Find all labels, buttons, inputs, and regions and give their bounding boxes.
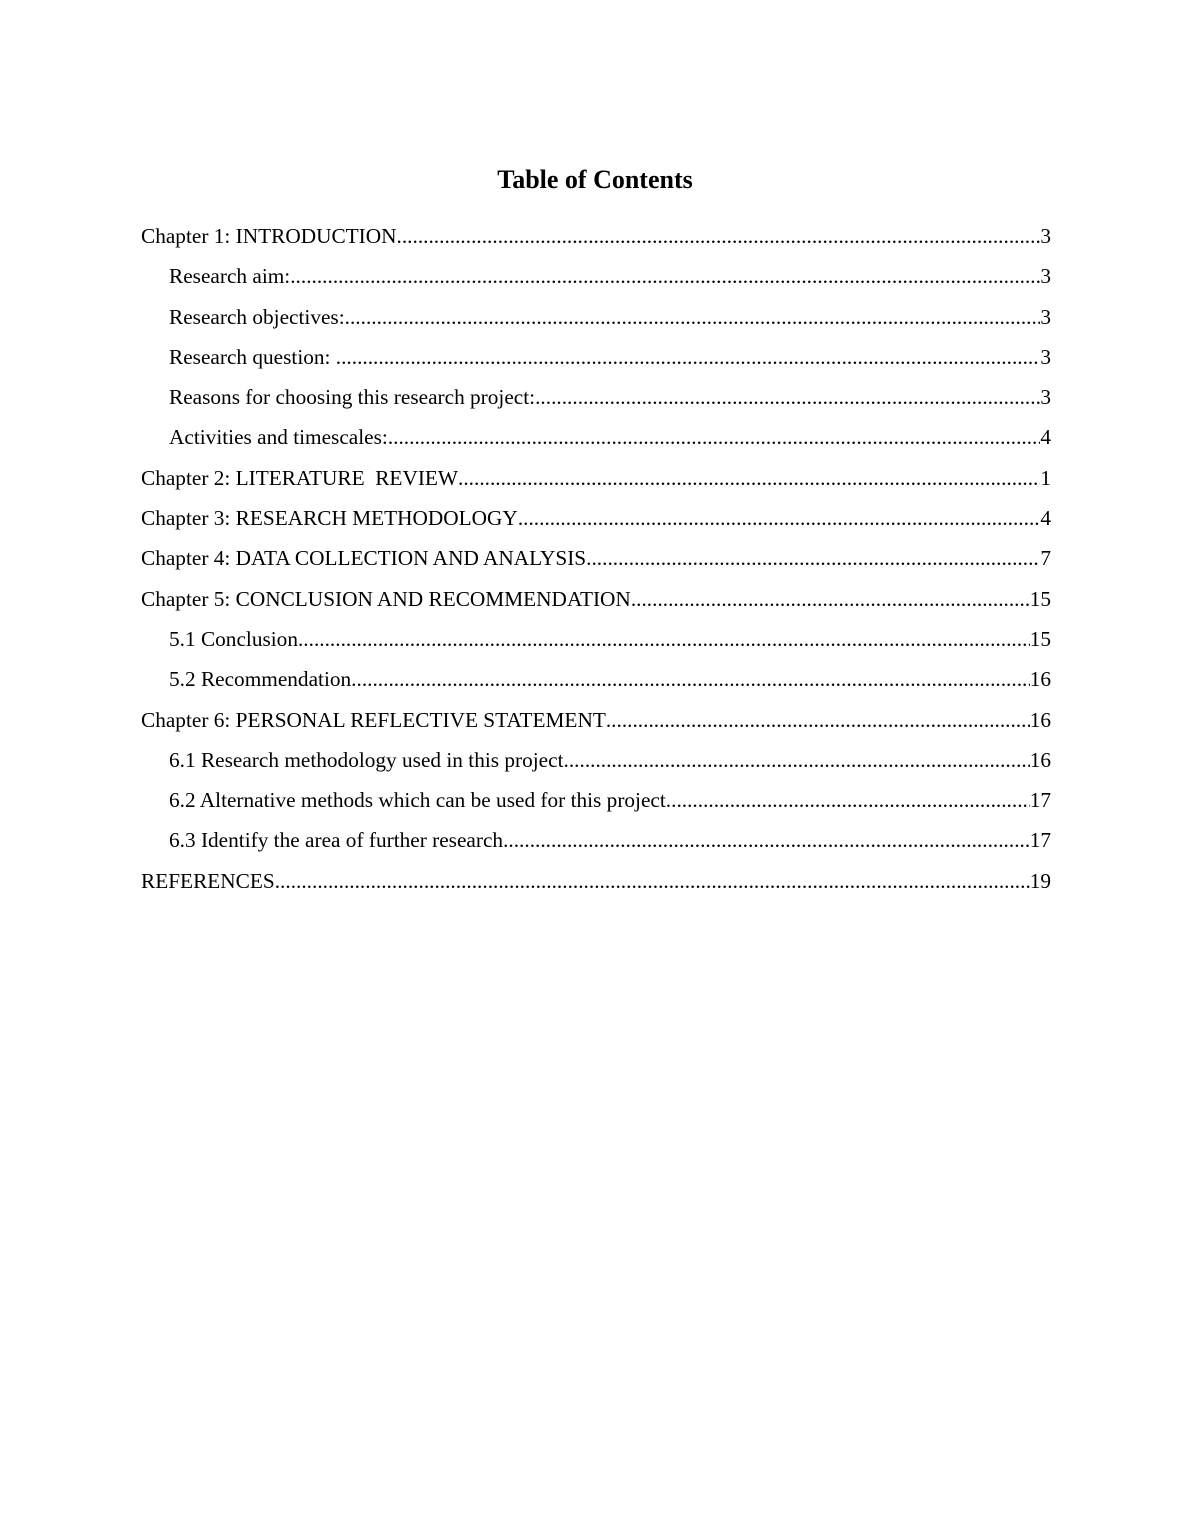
toc-dot-leader [275,863,1030,899]
toc-dot-leader [535,379,1040,415]
toc-dot-leader [397,218,1041,254]
toc-page-number: 3 [1040,304,1051,329]
toc-entry-title: Chapter 3: RESEARCH METHODOLOGY [141,506,518,531]
toc-dot-leader [345,299,1041,335]
toc-page-number: 19 [1029,868,1051,893]
toc-entry-title: REFERENCES [141,868,275,893]
toc-entry-title: Activities and timescales: [169,425,388,450]
toc-dot-leader [458,460,1040,496]
toc-dot-leader [351,661,1030,697]
toc-dot-leader [606,702,1030,738]
toc-entry[interactable] [141,339,1051,379]
toc-entry[interactable] [141,621,1051,661]
toc-entry[interactable] [141,742,1051,782]
toc-page-number: 7 [1040,546,1051,571]
toc-page-number: 15 [1029,626,1051,651]
toc-entry-title: 5.1 Conclusion [169,626,298,651]
toc-entry[interactable] [141,460,1051,500]
toc-page-number: 16 [1029,707,1051,732]
toc-page-number: 15 [1029,586,1051,611]
toc-page-number: 3 [1040,224,1051,248]
toc-page-number: 3 [1040,264,1051,289]
toc-dot-leader [518,500,1041,536]
toc-entry-title: Chapter 5: CONCLUSION AND RECOMMENDATION [141,586,631,611]
toc-entry-title: 6.2 Alternative methods which can be used for this project [169,788,666,813]
toc-entry[interactable] [141,661,1051,701]
toc-entry-title: Reasons for choosing this research project: [169,385,536,410]
toc-entry-title: Chapter 2: LITERATURE REVIEW [141,465,459,490]
toc-entry-title: Chapter 4: DATA COLLECTION AND ANALYSIS [141,546,587,571]
toc-entry-title: Research aim: [169,264,291,289]
toc-page-number: 16 [1029,747,1051,772]
toc-page-number: 1 [1040,465,1051,490]
toc-entry-title: 6.1 Research methodology used in this project [169,747,564,772]
toc-entry[interactable] [141,782,1051,822]
toc-dot-leader [586,540,1040,576]
toc-dot-leader [290,258,1040,294]
toc-entry-title: Chapter 6: PERSONAL REFLECTIVE STATEMENT [141,707,606,732]
toc-list [141,218,1051,903]
toc-entry-title: Chapter 1: INTRODUCTION [141,224,397,248]
toc-entry[interactable] [141,863,1051,903]
toc-dot-leader [336,339,1041,375]
toc-entry-title: 5.2 Recommendation [169,667,352,692]
toc-entry[interactable] [141,500,1051,540]
toc-dot-leader [666,782,1030,818]
toc-page-number: 4 [1040,506,1051,531]
toc-page-number: 4 [1040,425,1051,450]
toc-page-number: 16 [1029,667,1051,692]
toc-entry[interactable] [141,702,1051,742]
toc-entry[interactable] [141,299,1051,339]
toc-entry-title: Research question: [169,344,336,369]
toc-page-number: 17 [1029,828,1051,853]
toc-entry[interactable] [141,581,1051,621]
toc-dot-leader [564,742,1030,778]
toc-page-number: 3 [1040,385,1051,410]
toc-entry[interactable] [141,258,1051,298]
toc-title: Table of Contents [497,165,693,194]
toc-entry-title: Research objectives: [169,304,345,329]
toc-entry[interactable] [141,540,1051,580]
toc-entry-title: 6.3 Identify the area of further research [169,828,504,853]
toc-page-number: 17 [1029,788,1051,813]
toc-dot-leader [298,621,1030,657]
toc-entry[interactable] [141,822,1051,862]
toc-entry[interactable] [141,379,1051,419]
toc-dot-leader [388,419,1041,455]
toc-dot-leader [631,581,1030,617]
toc-entry[interactable] [141,419,1051,459]
toc-dot-leader [503,822,1030,858]
toc-entry[interactable] [141,218,1051,258]
toc-page-number: 3 [1040,344,1051,369]
